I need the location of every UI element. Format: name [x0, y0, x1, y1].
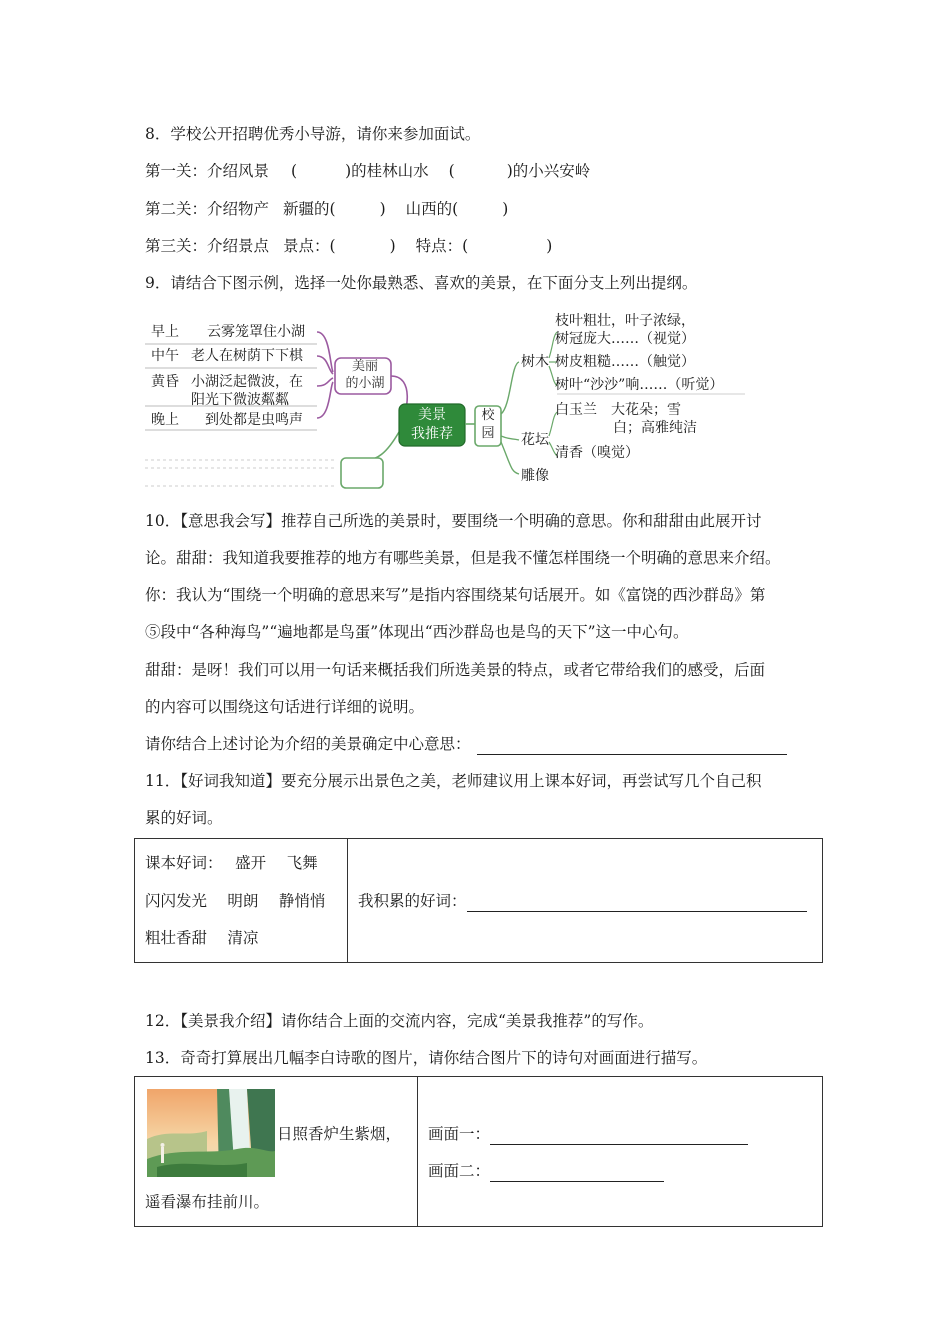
- mindmap: [145, 306, 755, 496]
- q10-line: 你：我认为“围绕一个明确的意思来写”是指内容围绕某句话展开。如《富饶的西沙群岛》第: [145, 586, 766, 604]
- q13-scene-two-blank[interactable]: [490, 1163, 664, 1182]
- q11-word-table: [134, 838, 823, 963]
- mindmap-tree-item: 枝叶粗壮，叶子浓绿，: [555, 313, 695, 329]
- mindmap-left-node-line: 美丽: [351, 359, 378, 374]
- waterfall-painting: [147, 1089, 275, 1177]
- q11-my-words-cell: [348, 839, 823, 963]
- mindmap-time-label: 中午: [151, 348, 179, 364]
- q8-blank-paren: (: [448, 162, 455, 180]
- mindmap-tree-item: 树叶“沙沙”响……（听觉）: [555, 377, 724, 393]
- mindmap-flower-item: 白；高雅纯洁: [613, 420, 697, 436]
- q13-scene-one-blank[interactable]: [490, 1126, 748, 1145]
- q8-level1-label: 第一关：介绍风景: [145, 162, 270, 180]
- mindmap-flower-item: 清香（嗅觉）: [555, 445, 639, 461]
- q8-blank-paren: ): [379, 200, 386, 218]
- mindmap-tree-item: 树冠庞大……（视觉）: [555, 331, 695, 347]
- mindmap-time-label: 早上: [151, 324, 179, 340]
- q11-my-words-label: 我积累的好词：: [358, 892, 467, 910]
- q8-level1: [145, 160, 590, 182]
- q13-description-cell: [418, 1077, 823, 1227]
- q10-answer-blank[interactable]: [477, 736, 787, 755]
- mindmap-time-label: 晚上: [151, 412, 179, 428]
- q8-level3: [145, 235, 552, 257]
- q11-word-row: 课本好词： 盛开 飞舞: [145, 854, 318, 872]
- mindmap-tree-item: 树皮粗糙……（触觉）: [555, 354, 695, 370]
- q13-scene-label: 画面一：: [428, 1125, 491, 1143]
- q8-level2-item-b: 山西的(: [405, 200, 459, 218]
- q10-line: ⑤段中“各种海鸟”“遍地都是鸟蛋”体现出“西沙群岛也是鸟的天下”这一中心句。: [145, 623, 689, 641]
- mindmap-center-line: 美景: [418, 407, 446, 423]
- q13-poem-line: 遥看瀑布挂前川。: [145, 1193, 270, 1211]
- mindmap-center-node: [401, 406, 463, 444]
- mindmap-left-node-line: 的小湖: [345, 376, 385, 391]
- q8-level2: [145, 198, 508, 220]
- q13-scene-one: [428, 1123, 748, 1145]
- q8-level3-label: 第三关：介绍景点: [145, 237, 270, 255]
- q10-prompt-text: 请你结合上述讨论为介绍的美景确定中心意思：: [145, 735, 471, 753]
- mindmap-flower-label: 花坛: [521, 432, 549, 448]
- mindmap-time-label: 黄昏: [151, 374, 179, 390]
- q8-blank-paren: ): [502, 200, 509, 218]
- mindmap-left-node: [345, 358, 385, 392]
- q11-line: 11．【好词我知道】要充分展示出景色之美，老师建议用上课本好词，再尝试写几个自己积: [145, 772, 762, 790]
- q13-picture-cell: [135, 1077, 418, 1227]
- q8-blank-paren: (: [291, 162, 298, 180]
- mindmap-right-node: [477, 407, 499, 443]
- q11-my-words: [358, 890, 807, 912]
- mindmap-time-desc: 阳光下微波粼粼: [191, 392, 289, 408]
- mindmap-time-desc: 小湖泛起微波，在: [191, 374, 303, 390]
- q8-level1-item-b: )的小兴安岭: [506, 162, 591, 180]
- q11-textbook-words-cell: [135, 839, 348, 963]
- mindmap-center-line: 我推荐: [411, 426, 453, 442]
- mindmap-right-node-line: 校: [481, 408, 495, 423]
- q8-level1-item-a: )的桂林山水: [345, 162, 429, 180]
- q10-line: 10．【意思我会写】推荐自己所选的美景时，要围绕一个明确的意思。你和甜甜由此展开讨: [145, 512, 762, 530]
- q8-level2-label: 第二关：介绍物产: [145, 200, 270, 218]
- q8-blank-paren: ): [546, 237, 553, 255]
- q13-scene-label: 画面二：: [428, 1162, 491, 1180]
- mindmap-time-desc: 到处都是虫鸣声: [205, 412, 303, 428]
- q11-my-words-blank[interactable]: [467, 893, 807, 912]
- q8-title: 8．学校公开招聘优秀小导游，请你来参加面试。: [145, 125, 481, 143]
- mindmap-tree-label: 树木: [521, 354, 549, 370]
- q13-table: [134, 1076, 823, 1227]
- q10-line: 甜甜：是呀！我们可以用一句话来概括我们所选美景的特点，或者它带给我们的感受，后面: [145, 661, 766, 679]
- q10-line: 论。甜甜：我知道我要推荐的地方有哪些美景，但是我不懂怎样围绕一个明确的意思来介绍。: [145, 549, 781, 567]
- mindmap-flower-item: 白玉兰 大花朵；雪: [555, 402, 681, 418]
- q13-poem-line: 日照香炉生紫烟，: [277, 1125, 402, 1143]
- q10-prompt: [145, 733, 787, 755]
- q10-line: 的内容可以围绕这句话进行详细的说明。: [145, 698, 425, 716]
- q13-line: 13．奇奇打算展出几幅李白诗歌的图片，请你结合图片下的诗句对画面进行描写。: [145, 1049, 708, 1067]
- q9-title: 9．请结合下图示例，选择一处你最熟悉、喜欢的美景，在下面分支上列出提纲。: [145, 274, 698, 292]
- q13-scene-two: [428, 1160, 664, 1182]
- mindmap-right-node-line: 园: [481, 426, 495, 441]
- q8-level3-item-b: 特点：(: [415, 237, 469, 255]
- q11-word-row: 闪闪发光 明朗 静悄悄: [145, 892, 326, 910]
- mindmap-time-desc: 云雾笼罩住小湖: [207, 324, 305, 340]
- q8-blank-paren: ): [389, 237, 396, 255]
- mindmap-statue-label: 雕像: [521, 468, 549, 484]
- q8-level2-item-a: 新疆的(: [283, 200, 336, 218]
- q8-level3-item-a: 景点：(: [283, 237, 336, 255]
- mindmap-time-desc: 老人在树荫下下棋: [191, 348, 303, 364]
- q12-line: 12．【美景我介绍】请你结合上面的交流内容，完成“美景我推荐”的写作。: [145, 1012, 654, 1030]
- q11-word-row: 粗壮香甜 清凉: [145, 929, 259, 947]
- q11-line: 累的好词。: [145, 809, 223, 827]
